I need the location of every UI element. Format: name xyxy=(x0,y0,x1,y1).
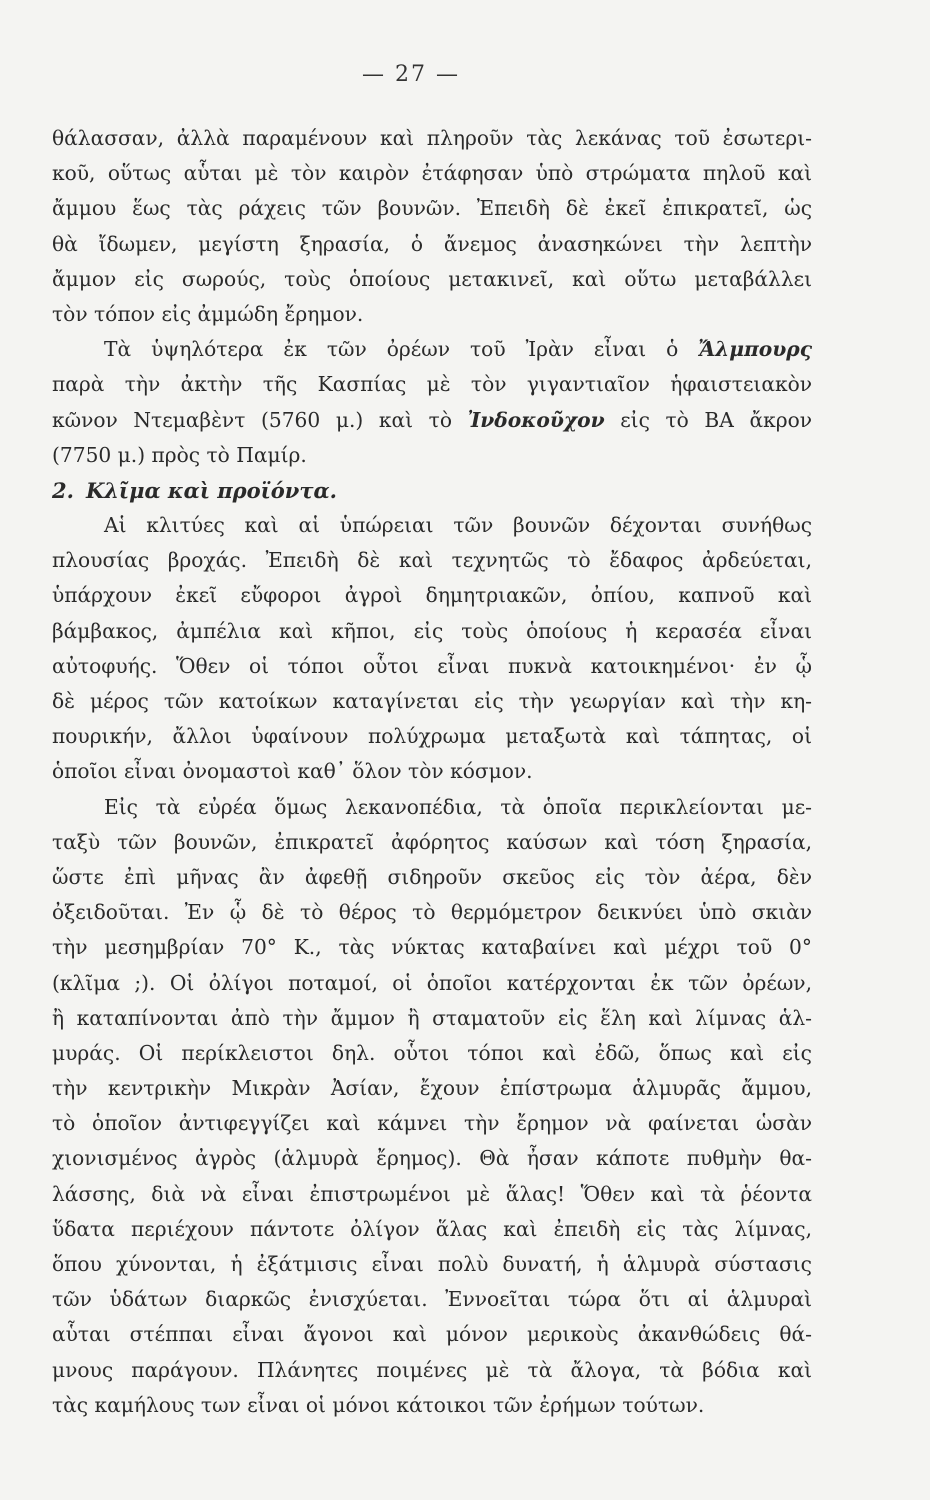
text-line: (7750 μ.) πρὸς τὸ Παμίρ. xyxy=(52,442,307,467)
text-line: ὑπάρχουν ἐκεῖ εὔφοροι ἀγροὶ δημητριακῶν, ὀπίου, καπνοῦ καὶ xyxy=(52,583,812,608)
text-line: βάμβακος, ἀμπέλια καὶ κῆποι, εἰς τοὺς ὁποίους ἡ κερασέα εἶναι xyxy=(52,618,812,643)
text-line: Εἰς τὰ εὐρέα ὅμως λεκανοπέδια, τὰ ὁποῖα περικλείονται με- xyxy=(104,794,812,819)
text-line: ὅπου χύνονται, ἡ ἐξάτμισις εἶναι πολὺ δυνατή, ἡ ἁλμυρὰ σύστασις xyxy=(52,1252,812,1276)
text-line: αὗται στέππαι εἶναι ἄγονοι καὶ μόνον μερικοὺς ἀκανθώδεις θά- xyxy=(52,1322,812,1347)
emphasized-term: Ἄλμπουρς xyxy=(698,337,812,362)
text-line: αὐτοφυής. Ὅθεν οἱ τόποι οὗτοι εἶναι πυκνὰ κατοικημένοι· ἐν ᾧ xyxy=(52,653,812,678)
text-line: τὸν τόπον εἰς ἀμμώδη ἔρημον. xyxy=(52,301,364,326)
text-line: παρὰ τὴν ἀκτὴν τῆς Κασπίας μὲ τὸν γιγαντιαῖον ἡφαιστειακὸν xyxy=(52,372,812,397)
text-run: κῶνον Ντεμαβὲντ (5760 μ.) καὶ τὸ xyxy=(52,407,468,432)
paragraph xyxy=(52,508,812,790)
text-line: ἄμμου ἕως τὰς ράχεις τῶν βουνῶν. Ἐπειδὴ δὲ ἐκεῖ ἐπικρατεῖ, ὡς xyxy=(52,196,812,221)
text-line: (κλῖμα ;). Οἱ ὀλίγοι ποταμοί, οἱ ὁποῖοι κατέρχονται ἐκ τῶν ὀρέων, xyxy=(52,970,812,995)
text-line: πουρικήν, ἄλλοι ὑφαίνουν πολύχρωμα μεταξωτὰ καὶ τάπητας, οἱ xyxy=(52,724,812,749)
text-line xyxy=(52,332,812,367)
paragraph xyxy=(52,790,812,1423)
page-number: — 27 — xyxy=(362,62,460,87)
text-line: μυράς. Οἱ περίκλειστοι δηλ. οὗτοι τόποι καὶ ἐδῶ, ὅπως καὶ εἰς xyxy=(52,1040,812,1065)
section-number: 2. xyxy=(52,477,74,503)
text-line: πλουσίας βροχάς. Ἐπειδὴ δὲ καὶ τεχνητῶς τὸ ἔδαφος ἀρδεύεται, xyxy=(52,548,812,573)
section-climate-text xyxy=(52,508,812,1423)
text-run: Τὰ ὑψηλότερα ἐκ τῶν ὀρέων τοῦ Ἰρὰν εἶναι ὁ xyxy=(104,337,699,362)
text-run: εἰς τὸ ΒΑ ἄκρον xyxy=(604,407,812,432)
text-line: ὀξειδοῦται. Ἐν ᾧ δὲ τὸ θέρος τὸ θερμόμετρον δεικνύει ὑπὸ σκιὰν xyxy=(52,900,812,925)
body-text xyxy=(52,121,812,1423)
text-line xyxy=(52,403,812,438)
text-line: ἄμμον εἰς σωρούς, τοὺς ὁποίους μετακινεῖ, καὶ οὕτω μεταβάλλει xyxy=(52,266,812,291)
text-line: θάλασσαν, ἀλλὰ παραμένουν καὶ πληροῦν τὰς λεκάνας τοῦ ἐσωτερι- xyxy=(52,126,812,150)
text-line: τῶν ὑδάτων διαρκῶς ἐνισχύεται. Ἐννοεῖται τώρα ὅτι αἱ ἁλμυραὶ xyxy=(52,1287,812,1312)
text-line: τὴν κεντρικὴν Μικρὰν Ἀσίαν, ἔχουν ἐπίστρωμα ἁλμυρᾶς ἄμμου, xyxy=(52,1076,812,1101)
text-line: κοῦ, οὕτως αὗται μὲ τὸν καιρὸν ἐτάφησαν ὑπὸ στρώματα πηλοῦ καὶ xyxy=(52,161,812,186)
paragraph xyxy=(52,121,812,332)
text-line: θὰ ἴδωμεν, μεγίστη ξηρασία, ὁ ἄνεμος ἀνασηκώνει τὴν λεπτὴν xyxy=(52,231,812,256)
text-line: ὕδατα περιέχουν πάντοτε ὀλίγον ἅλας καὶ ἐπειδὴ εἰς τὰς λίμνας, xyxy=(52,1216,812,1241)
emphasized-term: Ἰνδοκοῦχον xyxy=(467,407,605,432)
text-line: τὴν μεσημβρίαν 70° Κ., τὰς νύκτας καταβαίνει καὶ μέχρι τοῦ 0° xyxy=(52,935,812,960)
section-title: Κλῖμα καὶ προϊόντα. xyxy=(85,477,337,503)
text-line: ὁποῖοι εἶναι ὀνομαστοὶ καθ᾽ ὅλον τὸν κόσμον. xyxy=(52,759,533,784)
text-line: Αἱ κλιτύες καὶ αἱ ὑπώρειαι τῶν βουνῶν δέχονται συνήθως xyxy=(104,513,812,538)
section-intro-text xyxy=(52,121,812,473)
text-line: ἢ καταπίνονται ἀπὸ τὴν ἄμμον ἢ σταματοῦν εἰς ἕλη καὶ λίμνας ἁλ- xyxy=(52,1005,812,1030)
text-line: χιονισμένος ἀγρὸς (ἁλμυρὰ ἔρημος). Θὰ ἦσαν κάποτε πυθμὴν θα- xyxy=(52,1146,812,1171)
text-line: τὸ ὁποῖον ἀντιφεγγίζει καὶ κάμνει τὴν ἔρημον νὰ φαίνεται ὡσὰν xyxy=(52,1111,812,1136)
text-line: μνους παράγουν. Πλάνητες ποιμένες μὲ τὰ ἄλογα, τὰ βόδια καὶ xyxy=(52,1357,812,1382)
text-line: λάσσης, διὰ νὰ εἶναι ἐπιστρωμένοι μὲ ἅλας! Ὅθεν καὶ τὰ ῥέοντα xyxy=(52,1181,812,1206)
text-line: τὰς καμήλους των εἶναι οἱ μόνοι κάτοικοι τῶν ἐρήμων τούτων. xyxy=(52,1392,705,1417)
paragraph xyxy=(52,332,812,473)
section-heading xyxy=(52,473,812,508)
text-line: ὥστε ἐπὶ μῆνας ἂν ἀφεθῇ σιδηροῦν σκεῦος εἰς τὸν ἀέρα, δὲν xyxy=(52,864,812,889)
text-line: δὲ μέρος τῶν κατοίκων καταγίνεται εἰς τὴν γεωργίαν καὶ τὴν κη- xyxy=(52,689,812,713)
text-line: ταξὺ τῶν βουνῶν, ἐπικρατεῖ ἀφόρητος καύσων καὶ τόση ξηρασία, xyxy=(52,829,812,854)
